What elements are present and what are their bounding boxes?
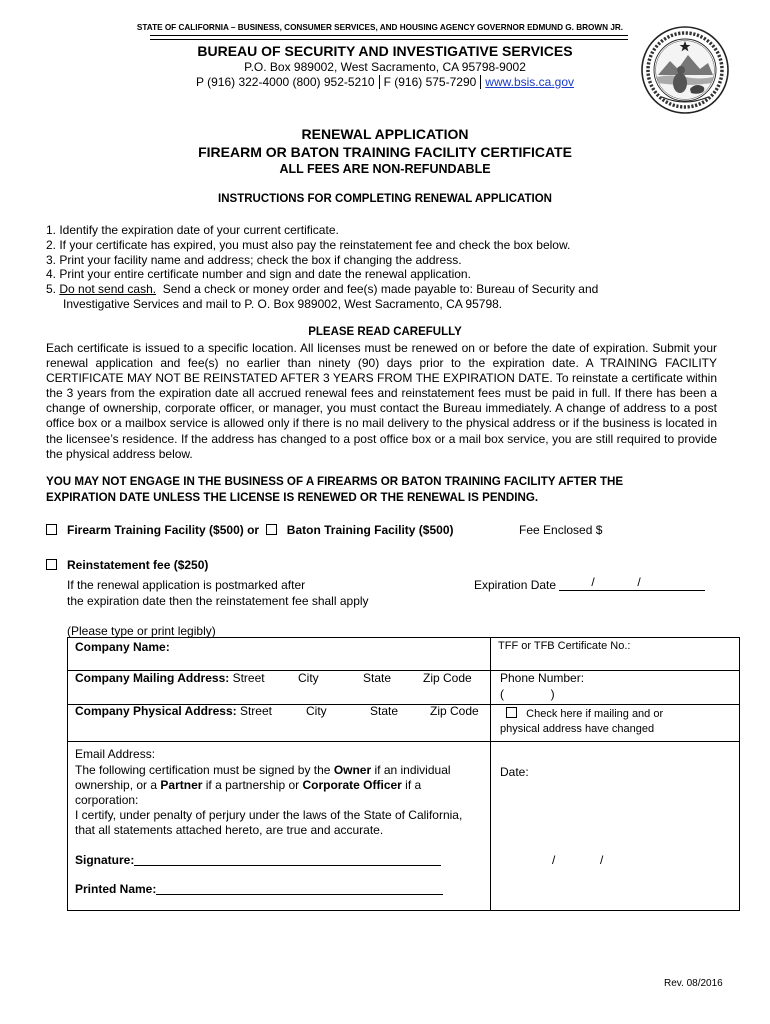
instructions-heading: INSTRUCTIONS FOR COMPLETING RENEWAL APPLICATION bbox=[218, 193, 552, 205]
revision-date: Rev. 08/2016 bbox=[664, 978, 723, 989]
owner-term: Owner bbox=[333, 763, 372, 777]
firearm-option-label: Firearm Training Facility ($500) or bbox=[67, 523, 260, 537]
header-rule bbox=[150, 35, 628, 36]
instruction-item-continued: Investigative Services and mail to P. O. Box 989002, West Sacramento, CA 95798. bbox=[63, 296, 503, 311]
separator bbox=[379, 75, 380, 89]
business-warning bbox=[46, 474, 726, 506]
reinstatement-row bbox=[46, 558, 208, 572]
reinstatement-checkbox[interactable] bbox=[46, 559, 57, 570]
certification-text: corporation: bbox=[75, 793, 139, 807]
state-label: State bbox=[363, 671, 392, 685]
instruction-item: 3. Print your facility name and address; check the box if changing the address. bbox=[46, 252, 462, 267]
street-label: Street bbox=[239, 704, 272, 718]
reinstatement-note: If the renewal application is postmarked after bbox=[67, 578, 306, 592]
address-changed-label-cont: physical address have changed bbox=[500, 723, 655, 735]
cert-text: The following certification must be signed by the bbox=[75, 763, 334, 777]
header-rule-thin bbox=[150, 39, 628, 40]
expiration-date-label: Expiration Date bbox=[474, 578, 557, 592]
reinstatement-note: the expiration date then the reinstatement fee shall apply bbox=[67, 594, 369, 608]
notice-paragraph: Each certificate is issued to a specific location. All licenses must be renewed on or before the date of expiration. Submit your renewal application and fee(s) no earlier than ninety (90) days prior to the expiration date. A TRAINING FACILITY CERTIFICATE MAY NOT BE REINSTATED AFTER 3 YEARS FROM THE EXPIRATION DATE. To reinstate a certificate within the 3 years from the expiration date all accrued renewal fees and reinstatement fees must be paid in full. If there has been a change of ownership, corporate officer, or manager, you must contact the Bureau immediately. A change of address to a post office box or a mailbox service is allowed only if there is no mail delivery to the physical address or if the business is located in the licensee’s residence. If the address has changed to a post office box or a mail box service, you are still required to provide the physical address below. bbox=[46, 341, 717, 461]
phone-number-input[interactable]: ( ) bbox=[500, 687, 555, 701]
bureau-address: P.O. Box 989002, West Sacramento, CA 95798-9002 bbox=[244, 60, 526, 74]
signature-field[interactable] bbox=[75, 853, 441, 867]
instruction-item bbox=[46, 282, 686, 297]
date-separator: / bbox=[637, 575, 641, 589]
bureau-name: BUREAU OF SECURITY AND INVESTIGATIVE SERVICES bbox=[197, 43, 573, 59]
corporate-officer-term: Corporate Officer bbox=[302, 778, 402, 792]
instruction-item: 4. Print your entire certificate number and sign and date the renewal application. bbox=[46, 267, 471, 282]
certification-text: that all statements attached hereto, are true and accurate. bbox=[75, 823, 384, 837]
signature-label: Signature: bbox=[75, 853, 135, 867]
applicant-form bbox=[67, 637, 740, 911]
partner-term: Partner bbox=[160, 778, 203, 792]
separator bbox=[480, 75, 481, 89]
phone-number-label: Phone Number: bbox=[500, 671, 585, 685]
title-certificate: FIREARM OR BATON TRAINING FACILITY CERTIFICATE bbox=[198, 144, 572, 160]
certificate-number-label: TFF or TFB Certificate No.: bbox=[498, 640, 631, 652]
cert-text: if a bbox=[401, 778, 422, 792]
expiration-date-input[interactable] bbox=[559, 575, 705, 591]
signature-line[interactable] bbox=[134, 853, 441, 866]
city-label: City bbox=[306, 704, 327, 718]
title-renewal-application: RENEWAL APPLICATION bbox=[301, 126, 469, 142]
zip-code-label: Zip Code bbox=[423, 671, 472, 685]
city-label: City bbox=[298, 671, 319, 685]
cert-text: ownership, or a bbox=[75, 778, 161, 792]
company-name-label: Company Name: bbox=[75, 640, 170, 654]
website-link[interactable]: www.bsis.ca.gov bbox=[485, 75, 574, 89]
reinstatement-label: Reinstatement fee ($250) bbox=[67, 558, 209, 572]
no-cash-warning: Do not send cash. bbox=[59, 282, 157, 297]
zip-code-label: Zip Code bbox=[430, 704, 479, 718]
certification-text bbox=[75, 763, 451, 777]
physical-address-field[interactable] bbox=[75, 704, 272, 718]
fee-enclosed-label: Fee Enclosed $ bbox=[519, 523, 603, 537]
printed-name-line[interactable] bbox=[156, 882, 443, 895]
state-label: State bbox=[370, 704, 399, 718]
printed-name-label: Printed Name: bbox=[75, 882, 157, 896]
physical-address-label: Company Physical Address: bbox=[75, 704, 237, 718]
form-divider bbox=[68, 741, 739, 742]
facility-type-row bbox=[46, 523, 454, 537]
cert-text: if a partnership or bbox=[202, 778, 303, 792]
printed-name-field[interactable] bbox=[75, 882, 443, 896]
california-state-seal-icon bbox=[640, 25, 730, 115]
certification-text: I certify, under penalty of perjury under the laws of the State of California, bbox=[75, 808, 463, 822]
address-changed-label: Check here if mailing and or bbox=[526, 708, 664, 720]
mailing-address-field[interactable] bbox=[75, 671, 265, 685]
instructions-list bbox=[46, 223, 686, 312]
item-number: 5. bbox=[46, 282, 60, 297]
email-address-label: Email Address: bbox=[75, 747, 156, 761]
certification-text bbox=[75, 778, 421, 792]
instruction-item: 2. If your certificate has expired, you must also pay the reinstatement fee and check the box below. bbox=[46, 237, 571, 252]
date-label: Date: bbox=[500, 765, 529, 779]
baton-option-label: Baton Training Facility ($500) bbox=[286, 523, 454, 537]
warning-line: EXPIRATION DATE UNLESS THE LICENSE IS RENEWED OR THE RENEWAL IS PENDING. bbox=[46, 491, 539, 504]
instruction-item: 1. Identify the expiration date of your current certificate. bbox=[46, 223, 339, 237]
please-read-heading: PLEASE READ CAREFULLY bbox=[308, 326, 462, 338]
agency-line: STATE OF CALIFORNIA – BUSINESS, CONSUMER SERVICES, AND HOUSING AGENCY GOVERNOR EDMUND G. BROWN JR. bbox=[136, 23, 624, 32]
fees-non-refundable: ALL FEES ARE NON-REFUNDABLE bbox=[279, 162, 491, 176]
street-label: Street bbox=[232, 671, 265, 685]
firearm-checkbox[interactable] bbox=[46, 524, 57, 535]
date-separator: / bbox=[552, 853, 556, 867]
address-changed-checkbox[interactable] bbox=[506, 707, 517, 718]
baton-checkbox[interactable] bbox=[266, 524, 277, 535]
cert-text: if an individual bbox=[371, 763, 451, 777]
expiration-date-field[interactable] bbox=[474, 575, 705, 592]
legibly-note: (Please type or print legibly) bbox=[67, 624, 216, 638]
date-separator: / bbox=[591, 575, 595, 589]
warning-line: YOU MAY NOT ENGAGE IN THE BUSINESS OF A FIREARMS OR BATON TRAINING FACILITY AFTER THE bbox=[46, 475, 624, 488]
mailing-address-label: Company Mailing Address: bbox=[75, 671, 230, 685]
phone-numbers: P (916) 322-4000 (800) 952-5210 bbox=[195, 75, 375, 89]
address-changed-option[interactable] bbox=[506, 707, 663, 720]
fax-number: F (916) 575-7290 bbox=[383, 75, 477, 89]
date-separator: / bbox=[600, 853, 604, 867]
form-column-divider bbox=[490, 638, 491, 910]
item-text: Send a check or money order and fee(s) made payable to: Bureau of Security and bbox=[156, 282, 599, 297]
